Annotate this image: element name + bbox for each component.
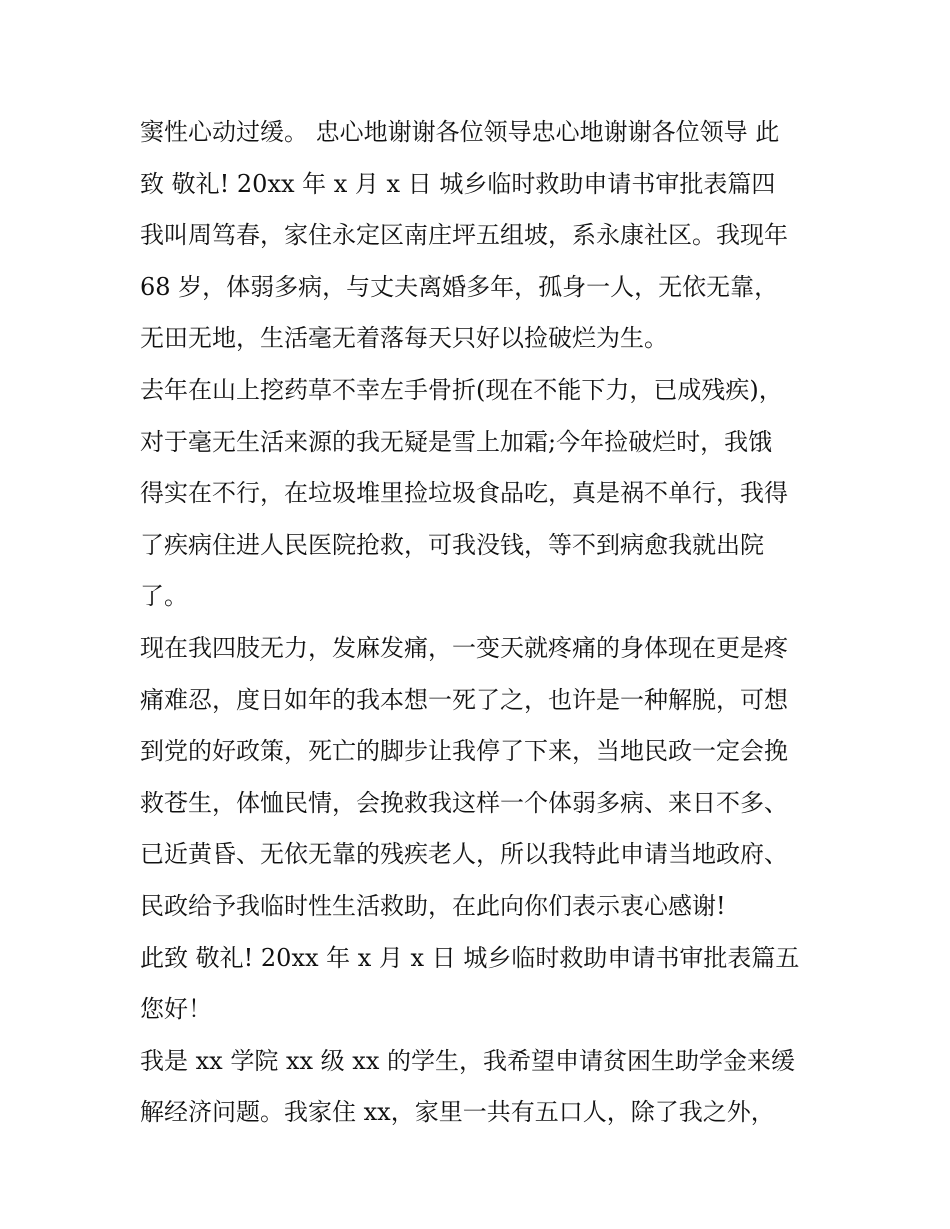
text-line: 去年在山上挖药草不幸左手骨折(现在不能下力，已成残疾)， <box>140 375 783 404</box>
text-line: 我叫周笃春，家住永定区南庄坪五组坡，系永康社区。我现年 <box>140 221 788 250</box>
text-line: 此致 敬礼! 20xx 年 x 月 x 日 城乡临时救助申请书审批表篇五 <box>140 943 800 972</box>
text-line: 无田无地，生活毫无着落每天只好以捡破烂为生。 <box>140 324 668 353</box>
text-line: 窦性心动过缓。 忠心地谢谢各位领导忠心地谢谢各位领导 此 <box>140 118 780 146</box>
text-line: 得实在不行，在垃圾堆里捡垃圾食品吃，真是祸不单行，我得 <box>140 479 788 508</box>
text-line: 解经济问题。我家住 xx，家里一共有五口人，除了我之外， <box>140 1098 775 1127</box>
text-line: 民政给予我临时性生活救助，在此向你们表示衷心感谢! <box>140 891 726 920</box>
text-line: 了。 <box>140 582 188 611</box>
text-line: 痛难忍，度日如年的我本想一死了之，也许是一种解脱，可想 <box>140 685 788 714</box>
text-line: 我是 xx 学院 xx 级 xx 的学生，我希望申请贫困生助学金来缓 <box>140 1046 795 1075</box>
text-line: 了疾病住进人民医院抢救，可我没钱，等不到病愈我就出院 <box>140 530 764 559</box>
text-line: 68 岁，体弱多病，与丈夫离婚多年，孤身一人，无依无靠， <box>140 272 779 301</box>
text-line: 已近黄昏、无依无靠的残疾老人，所以我特此申请当地政府、 <box>140 840 788 869</box>
text-line: 现在我四肢无力，发麻发痛，一变天就疼痛的身体现在更是疼 <box>140 633 788 662</box>
text-line: 致 敬礼! 20xx 年 x 月 x 日 城乡临时救助申请书审批表篇四 <box>140 169 776 198</box>
document-body <box>140 107 820 1139</box>
text-line: 您好！ <box>140 995 212 1024</box>
text-line: 到党的好政策，死亡的脚步让我停了下来，当地民政一定会挽 <box>140 737 788 766</box>
text-line: 救苍生，体恤民情，会挽救我这样一个体弱多病、来日不多、 <box>140 788 788 817</box>
text-line: 对于毫无生活来源的我无疑是雪上加霜;今年捡破烂时，我饿 <box>140 427 773 456</box>
